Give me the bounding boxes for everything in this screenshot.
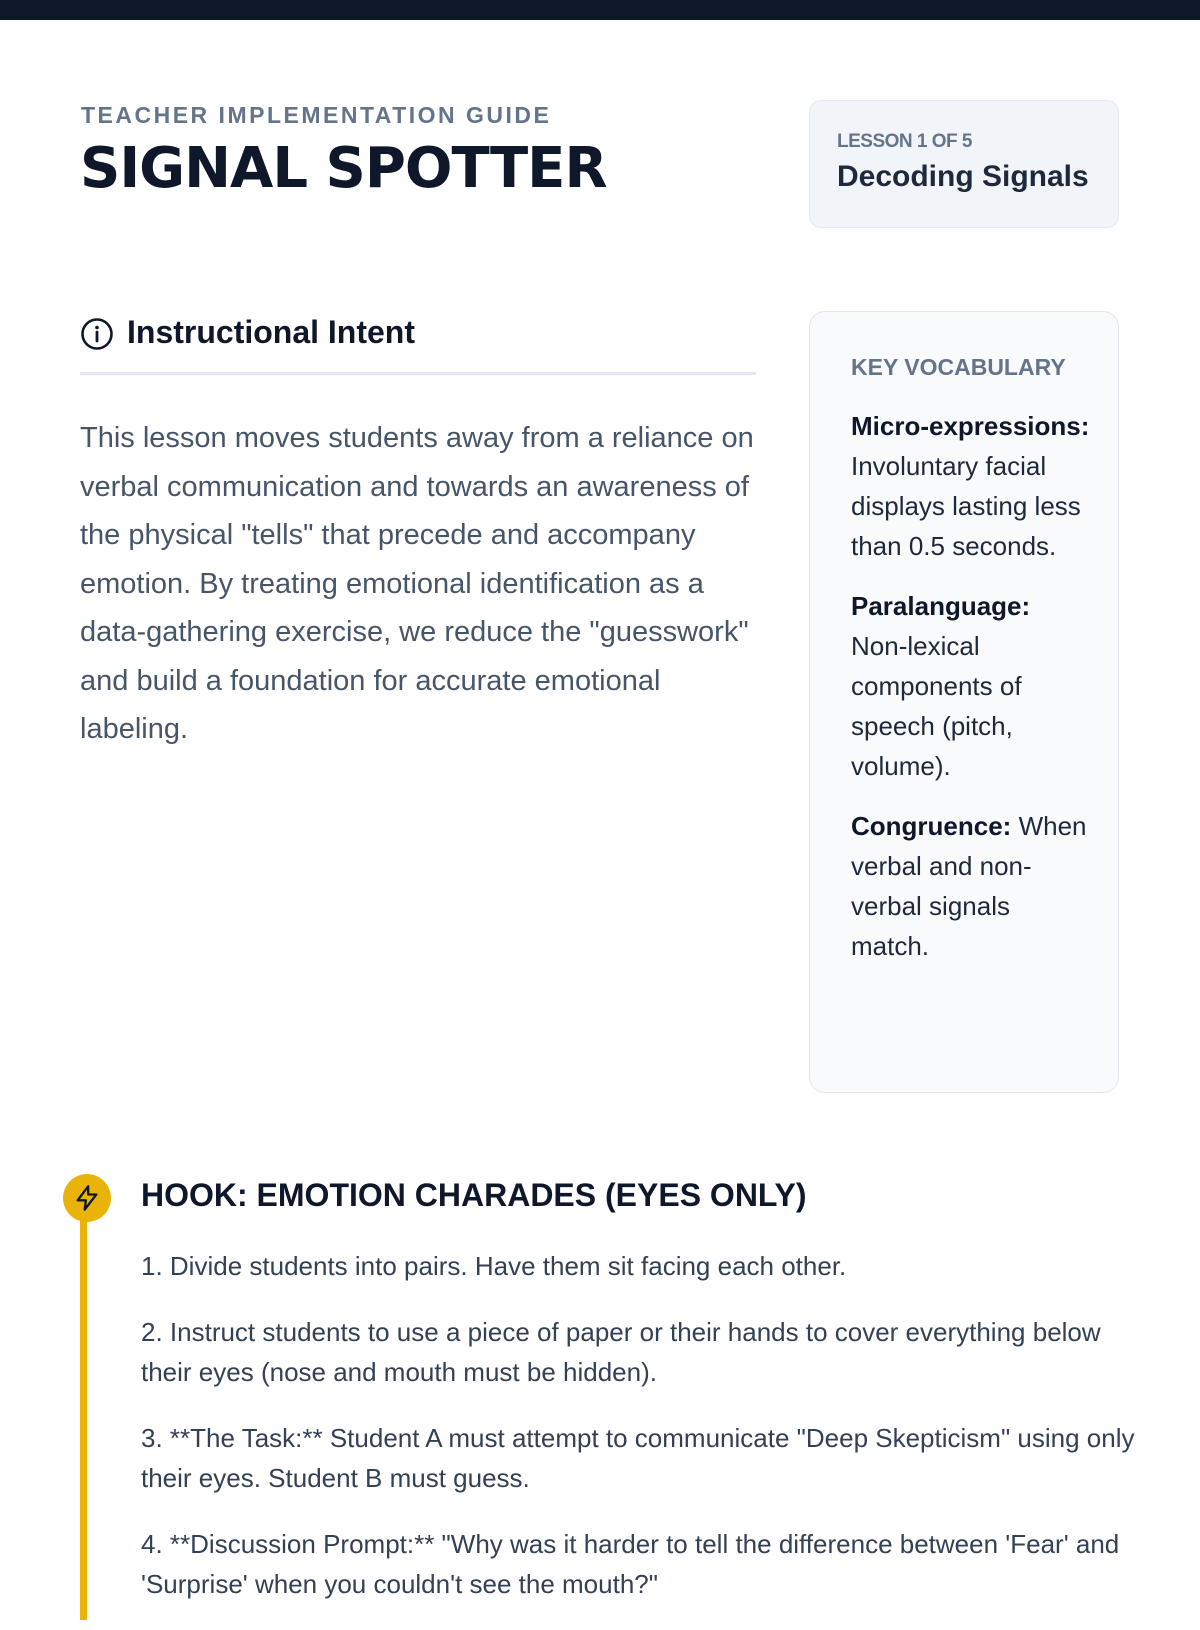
vocab-term: Congruence:: [851, 811, 1012, 841]
vocab-item: [851, 406, 1091, 566]
vocab-definition: When verbal and non-verbal signals match.: [851, 811, 1087, 961]
vocab-definition: Non-lexical components of speech (pitch, volume).: [851, 631, 1022, 781]
instructional-intent-header: [80, 312, 756, 375]
hook-step: 3. **The Task:** Student A must attempt to communicate "Deep Skepticism" using only their eyes. Student B must guess.: [141, 1423, 1135, 1493]
lesson-badge: [809, 100, 1119, 228]
hook-step: 1. Divide students into pairs. Have them sit facing each other.: [141, 1251, 847, 1281]
top-bar: [0, 0, 1200, 20]
hook-step: 2. Instruct students to use a piece of paper or their hands to cover everything below their eyes (nose and mouth must be hidden).: [141, 1317, 1101, 1387]
hook-step: 4. **Discussion Prompt:** "Why was it harder to tell the difference between 'Fear' and 'Surprise' when you couldn't see the mouth?": [141, 1529, 1120, 1599]
vocab-item: [851, 806, 1091, 966]
hook-steps: [141, 1246, 1141, 1630]
vocab-definition: Involuntary facial displays lasting less than 0.5 seconds.: [851, 451, 1081, 561]
vocab-list: [851, 406, 1091, 986]
guide-eyebrow: TEACHER IMPLEMENTATION GUIDE: [81, 102, 552, 128]
vocab-heading: KEY VOCABULARY: [851, 354, 1066, 380]
lightning-icon: [73, 1184, 101, 1212]
page-title: SIGNAL SPOTTER: [80, 136, 607, 201]
hook-icon-badge: [63, 1174, 111, 1222]
info-icon: [80, 317, 114, 351]
vocab-term: Paralanguage:: [851, 591, 1031, 621]
lesson-name: Decoding Signals: [837, 160, 1089, 193]
section-title: Instructional Intent: [127, 314, 415, 350]
hook-title: HOOK: EMOTION CHARADES (EYES ONLY): [141, 1177, 807, 1213]
intent-body: This lesson moves students away from a reliance on verbal communication and towards an awareness of the physical "tells" that precede and accompany emotion. By treating emotional identification as a data-gathering exercise, we reduce the "guesswork" and build a foundation for accurate emotional labeling.: [80, 422, 754, 745]
hook-timeline-line: [80, 1200, 87, 1620]
lesson-number: LESSON 1 OF 5: [837, 131, 972, 152]
vocab-term: Micro-expressions:: [851, 411, 1090, 441]
key-vocabulary-card: [809, 311, 1119, 1093]
vocab-item: [851, 586, 1091, 786]
